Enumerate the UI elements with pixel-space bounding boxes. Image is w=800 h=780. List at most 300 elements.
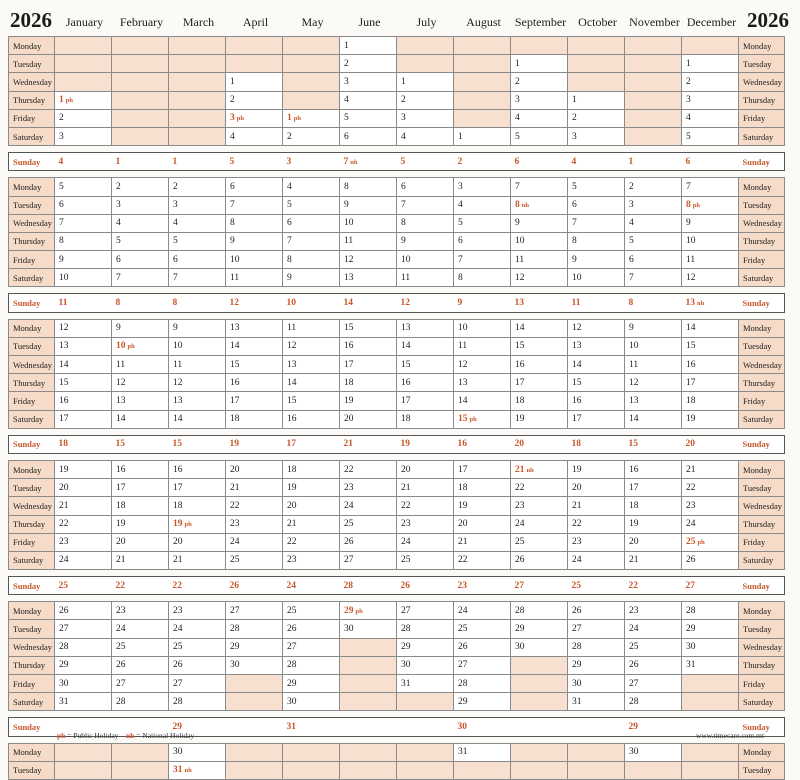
day-number: 6 (344, 131, 349, 142)
month-header-february: February (119, 15, 164, 29)
day-cell (55, 178, 112, 196)
day-cell (283, 374, 340, 392)
day-number: 28 (116, 696, 126, 707)
day-number: 28 (401, 624, 411, 635)
day-cell (397, 153, 454, 171)
weekday-label-right: Friday (739, 392, 785, 410)
day-cell (112, 602, 169, 620)
day-number: 4 (629, 218, 634, 229)
day-cell (55, 515, 112, 533)
day-cell (568, 602, 625, 620)
day-number: 31 (286, 721, 296, 732)
day-cell (625, 460, 682, 478)
day-number: 22 (628, 580, 638, 591)
day-cell (397, 251, 454, 269)
day-number: 12 (572, 323, 582, 334)
day-cell (112, 337, 169, 355)
day-number: 21 (401, 482, 411, 493)
day-number: 13 (458, 377, 468, 388)
day-number: 20 (629, 537, 639, 548)
row-gap (9, 570, 785, 577)
day-number: 5 (458, 218, 463, 229)
week-row-wednesday (9, 638, 785, 656)
day-cell (568, 294, 625, 312)
day-number: 7 (230, 200, 235, 211)
day-cell (511, 214, 568, 232)
day-number: 8 (287, 254, 292, 265)
day-cell (397, 638, 454, 656)
day-number: 12 (515, 272, 525, 283)
day-number: 28 (343, 580, 353, 591)
day-cell (682, 497, 739, 515)
day-number: 21 (287, 519, 297, 530)
day-cell (511, 294, 568, 312)
day-cell (397, 127, 454, 145)
day-number: 24 (116, 624, 126, 635)
weekday-label-right: Sunday (739, 294, 785, 312)
day-cell (169, 337, 226, 355)
day-cell (112, 479, 169, 497)
day-cell (682, 551, 739, 569)
day-number: 8 (172, 298, 178, 309)
day-cell (169, 551, 226, 569)
day-cell (340, 319, 397, 337)
week-row-wednesday (9, 214, 785, 232)
day-number: 8 (515, 200, 520, 211)
day-cell (226, 37, 283, 55)
day-cell (112, 178, 169, 196)
day-number: 23 (287, 555, 297, 566)
week-row-thursday (9, 656, 785, 674)
month-header-november: November (629, 15, 680, 29)
day-cell (55, 73, 112, 91)
day-cell (169, 91, 226, 109)
weekday-label: Thursday (9, 374, 55, 392)
day-number: 16 (457, 439, 467, 450)
weekday-label-right: Wednesday (739, 638, 785, 656)
weekday-label: Sunday (9, 435, 55, 453)
day-number: 19 (229, 439, 239, 450)
day-cell (226, 319, 283, 337)
day-number: 16 (344, 341, 354, 352)
weekday-label-right: Sunday (739, 435, 785, 453)
month-header-march: March (182, 15, 215, 29)
week-row-thursday (9, 91, 785, 109)
day-cell (55, 319, 112, 337)
day-number: 16 (515, 359, 525, 370)
day-number: 5 (116, 236, 121, 247)
day-number: 29 (515, 624, 525, 635)
day-number: 12 (400, 298, 410, 309)
day-cell (226, 178, 283, 196)
day-number: 18 (116, 500, 126, 511)
day-cell (682, 460, 739, 478)
day-cell (625, 319, 682, 337)
week-row-thursday (9, 515, 785, 533)
day-number: 12 (344, 254, 354, 265)
day-cell (55, 269, 112, 287)
holiday-tag: ph (236, 115, 244, 123)
day-cell (112, 153, 169, 171)
day-number: 29 (572, 660, 582, 671)
row-gap (9, 711, 785, 718)
day-number: 15 (572, 377, 582, 388)
day-cell (283, 551, 340, 569)
day-cell (112, 577, 169, 595)
weekday-label: Friday (9, 533, 55, 551)
legend-ph-label: = Public Holiday (67, 731, 119, 740)
day-number: 11 (173, 359, 183, 370)
day-number: 9 (457, 298, 463, 309)
day-number: 29 (401, 642, 411, 653)
day-cell (511, 73, 568, 91)
day-cell (511, 153, 568, 171)
week-row-saturday (9, 551, 785, 569)
day-number: 7 (287, 236, 292, 247)
day-number: 14 (458, 395, 468, 406)
day-cell (55, 392, 112, 410)
day-cell (112, 37, 169, 55)
day-cell (397, 319, 454, 337)
day-number: 10 (629, 341, 639, 352)
day-cell (340, 693, 397, 711)
day-cell (682, 196, 739, 214)
day-number: 15 (172, 439, 182, 450)
weekday-label-right: Thursday (739, 232, 785, 250)
day-number: 7 (401, 200, 406, 211)
day-cell (169, 374, 226, 392)
day-number: 9 (572, 254, 577, 265)
day-cell (283, 497, 340, 515)
day-cell (682, 675, 739, 693)
day-number: 1 (458, 131, 463, 142)
day-cell (454, 109, 511, 127)
day-number: 26 (116, 660, 126, 671)
day-number: 21 (343, 439, 353, 450)
day-number: 17 (686, 377, 696, 388)
day-cell (340, 73, 397, 91)
day-number: 17 (458, 464, 468, 475)
day-cell (283, 602, 340, 620)
day-cell (169, 656, 226, 674)
day-cell (283, 479, 340, 497)
day-cell (169, 761, 226, 779)
day-number: 20 (287, 500, 297, 511)
day-cell (112, 127, 169, 145)
day-number: 10 (401, 254, 411, 265)
day-cell (169, 251, 226, 269)
day-cell (454, 153, 511, 171)
day-number: 8 (115, 298, 121, 309)
day-cell (112, 497, 169, 515)
day-cell (682, 178, 739, 196)
day-number: 16 (59, 395, 69, 406)
day-cell (226, 718, 283, 736)
day-number: 17 (629, 482, 639, 493)
day-number: 9 (629, 323, 634, 334)
day-number: 22 (172, 580, 182, 591)
weekday-label-right: Thursday (739, 515, 785, 533)
day-number: 23 (686, 500, 696, 511)
day-number: 12 (229, 298, 239, 309)
day-number: 30 (287, 696, 297, 707)
day-cell (226, 251, 283, 269)
day-cell (283, 294, 340, 312)
day-cell (340, 374, 397, 392)
holiday-tag: ph (692, 202, 700, 210)
day-cell (283, 232, 340, 250)
weekday-label-right: Wednesday (739, 356, 785, 374)
day-number: 19 (686, 414, 696, 425)
day-number: 1 (287, 113, 292, 124)
day-number: 24 (515, 519, 525, 530)
day-number: 18 (230, 414, 240, 425)
day-cell (511, 533, 568, 551)
day-number: 10 (230, 254, 240, 265)
day-number: 30 (59, 678, 69, 689)
day-number: 18 (629, 500, 639, 511)
day-number: 20 (572, 482, 582, 493)
day-cell (568, 127, 625, 145)
day-cell (283, 693, 340, 711)
day-number: 2 (629, 181, 634, 192)
weekday-label: Friday (9, 251, 55, 269)
day-cell (55, 577, 112, 595)
day-number: 13 (230, 323, 240, 334)
day-cell (397, 109, 454, 127)
day-number: 23 (230, 519, 240, 530)
day-number: 9 (230, 236, 235, 247)
day-cell (226, 374, 283, 392)
day-cell (454, 743, 511, 761)
day-number: 22 (686, 482, 696, 493)
day-cell (511, 356, 568, 374)
day-cell (283, 638, 340, 656)
day-cell (340, 761, 397, 779)
day-cell (283, 37, 340, 55)
weekday-label: Thursday (9, 91, 55, 109)
week-row-sunday (9, 577, 785, 595)
day-number: 23 (629, 605, 639, 616)
day-number: 7 (629, 272, 634, 283)
day-cell (397, 410, 454, 428)
day-cell (340, 232, 397, 250)
day-number: 18 (458, 482, 468, 493)
week-row-tuesday (9, 479, 785, 497)
day-number: 1 (230, 76, 235, 87)
weekday-label: Wednesday (9, 638, 55, 656)
day-cell (568, 374, 625, 392)
day-cell (682, 356, 739, 374)
day-number: 14 (515, 323, 525, 334)
day-cell (682, 55, 739, 73)
day-number: 5 (515, 131, 520, 142)
day-cell (340, 479, 397, 497)
day-number: 30 (401, 660, 411, 671)
day-number: 11 (458, 341, 468, 352)
day-cell (511, 127, 568, 145)
day-cell (397, 356, 454, 374)
day-number: 27 (344, 555, 354, 566)
day-cell (625, 37, 682, 55)
day-number: 18 (58, 439, 68, 450)
day-number: 3 (686, 95, 691, 106)
day-number: 23 (59, 537, 69, 548)
day-cell (340, 269, 397, 287)
day-cell (568, 392, 625, 410)
day-number: 24 (173, 624, 183, 635)
day-cell (112, 374, 169, 392)
year-right: 2026 (747, 8, 789, 32)
day-number: 8 (230, 218, 235, 229)
day-cell (568, 620, 625, 638)
day-number: 14 (59, 359, 69, 370)
day-cell (397, 533, 454, 551)
day-number: 9 (401, 236, 406, 247)
day-number: 18 (515, 395, 525, 406)
day-cell (568, 693, 625, 711)
day-number: 2 (515, 76, 520, 87)
day-cell (454, 127, 511, 145)
day-cell (397, 374, 454, 392)
day-cell (625, 356, 682, 374)
day-number: 7 (458, 254, 463, 265)
day-number: 31 (59, 696, 69, 707)
weekday-label-right: Saturday (739, 127, 785, 145)
weekday-label: Tuesday (9, 337, 55, 355)
day-number: 28 (230, 624, 240, 635)
weekday-label-right: Wednesday (739, 214, 785, 232)
day-cell (397, 761, 454, 779)
day-cell (625, 551, 682, 569)
day-cell (682, 693, 739, 711)
day-cell (226, 269, 283, 287)
day-cell (169, 479, 226, 497)
day-cell (226, 577, 283, 595)
day-number: 25 (458, 624, 468, 635)
day-number: 14 (116, 414, 126, 425)
day-cell (568, 356, 625, 374)
day-number: 15 (115, 439, 125, 450)
day-number: 19 (173, 519, 183, 530)
day-number: 9 (686, 218, 691, 229)
day-number: 25 (686, 537, 696, 548)
day-number: 24 (230, 537, 240, 548)
day-number: 3 (230, 113, 235, 124)
day-number: 10 (572, 272, 582, 283)
day-number: 30 (629, 747, 639, 758)
week-row-monday (9, 743, 785, 761)
day-cell (169, 319, 226, 337)
day-cell (55, 294, 112, 312)
day-number: 9 (344, 200, 349, 211)
day-number: 6 (514, 156, 520, 167)
day-cell (55, 551, 112, 569)
month-header-august: August (466, 15, 501, 29)
day-number: 27 (572, 624, 582, 635)
week-row-thursday (9, 374, 785, 392)
day-cell (511, 232, 568, 250)
day-cell (511, 55, 568, 73)
day-number: 6 (230, 181, 235, 192)
day-cell (625, 620, 682, 638)
day-cell (112, 109, 169, 127)
week-row-friday (9, 109, 785, 127)
day-number: 23 (401, 519, 411, 530)
day-cell (397, 178, 454, 196)
day-cell (397, 55, 454, 73)
week-row-friday (9, 675, 785, 693)
day-cell (283, 109, 340, 127)
week-row-friday (9, 392, 785, 410)
day-cell (568, 718, 625, 736)
day-cell (112, 294, 169, 312)
day-number: 14 (686, 323, 696, 334)
day-number: 14 (230, 341, 240, 352)
day-cell (511, 718, 568, 736)
day-cell (226, 743, 283, 761)
day-cell (568, 515, 625, 533)
month-header-april: April (242, 15, 269, 29)
weekday-label: Monday (9, 178, 55, 196)
day-cell (454, 620, 511, 638)
day-cell (397, 693, 454, 711)
day-cell (397, 515, 454, 533)
day-cell (340, 460, 397, 478)
day-number: 21 (515, 464, 525, 475)
day-number: 18 (571, 439, 581, 450)
day-number: 6 (629, 254, 634, 265)
day-cell (682, 374, 739, 392)
day-cell (226, 497, 283, 515)
day-number: 4 (571, 156, 577, 167)
day-number: 23 (515, 500, 525, 511)
day-number: 15 (230, 359, 240, 370)
day-cell (169, 37, 226, 55)
day-cell (511, 91, 568, 109)
day-number: 3 (116, 200, 121, 211)
day-number: 17 (286, 439, 296, 450)
day-cell (511, 269, 568, 287)
holiday-tag: ph (127, 343, 135, 351)
day-cell (55, 460, 112, 478)
day-cell (55, 37, 112, 55)
day-cell (55, 435, 112, 453)
day-cell (625, 91, 682, 109)
day-number: 27 (401, 605, 411, 616)
weekday-label: Saturday (9, 551, 55, 569)
day-number: 3 (572, 131, 577, 142)
day-cell (283, 761, 340, 779)
day-cell (55, 638, 112, 656)
day-cell (283, 410, 340, 428)
day-number: 2 (287, 131, 292, 142)
holiday-tag: nh (350, 158, 358, 166)
day-cell (682, 232, 739, 250)
day-cell (682, 577, 739, 595)
day-number: 25 (515, 537, 525, 548)
day-number: 3 (59, 131, 64, 142)
day-cell (568, 214, 625, 232)
day-cell (340, 577, 397, 595)
weekday-label-right: Sunday (739, 577, 785, 595)
weekday-label-right: Thursday (739, 374, 785, 392)
day-cell (625, 761, 682, 779)
day-cell (454, 91, 511, 109)
day-number: 24 (59, 555, 69, 566)
day-number: 5 (287, 200, 292, 211)
week-row-monday (9, 460, 785, 478)
